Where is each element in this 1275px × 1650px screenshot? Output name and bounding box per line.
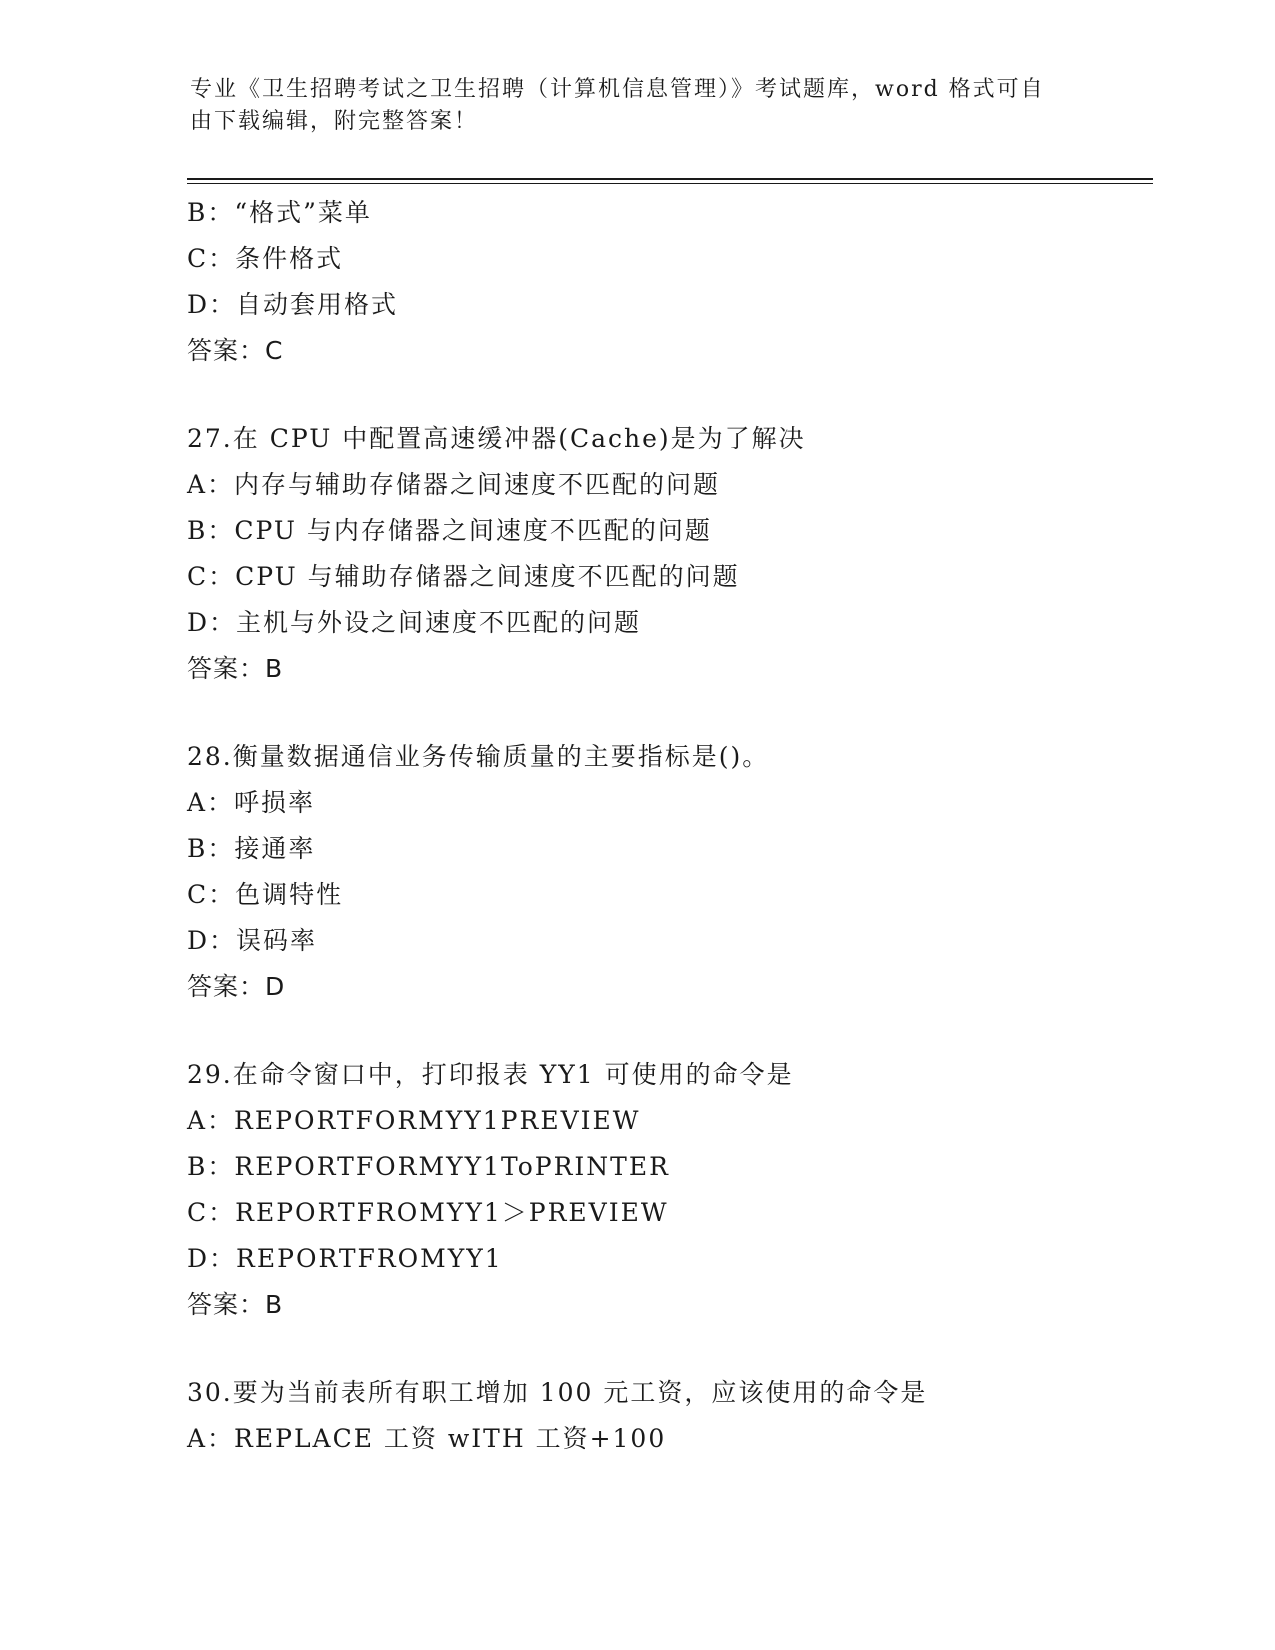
option-c: C：REPORTFROMYY1＞PREVIEW xyxy=(187,1198,669,1227)
question-list xyxy=(187,190,1147,1462)
question-stem: 28.衡量数据通信业务传输质量的主要指标是()。 xyxy=(187,742,770,771)
option-b: B：接通率 xyxy=(187,834,316,863)
question-27 xyxy=(187,416,1147,692)
answer-line: 答案：D xyxy=(187,972,286,1001)
option-a: A：REPORTFORMYY1PREVIEW xyxy=(187,1106,641,1135)
header-line-1: 专业《卫生招聘考试之卫生招聘（计算机信息管理）》考试题库，word 格式可自 xyxy=(190,77,1045,102)
answer-line: 答案：B xyxy=(187,1290,284,1319)
spacer xyxy=(187,1328,1147,1370)
option-a: A：内存与辅助存储器之间速度不匹配的问题 xyxy=(187,470,721,499)
answer-line: 答案：C xyxy=(187,336,284,365)
question-stem: 27.在 CPU 中配置高速缓冲器(Cache)是为了解决 xyxy=(187,424,806,453)
question-stem: 29.在命令窗口中，打印报表 YY1 可使用的命令是 xyxy=(187,1060,794,1089)
option-d: D：误码率 xyxy=(187,926,318,955)
option-c: C：CPU 与辅助存储器之间速度不匹配的问题 xyxy=(187,562,740,591)
question-28 xyxy=(187,734,1147,1010)
spacer xyxy=(187,692,1147,734)
spacer xyxy=(187,1010,1147,1052)
option-d: D：主机与外设之间速度不匹配的问题 xyxy=(187,608,642,637)
option-c: C：条件格式 xyxy=(187,244,344,273)
option-c: C：色调特性 xyxy=(187,880,344,909)
document-header xyxy=(190,74,1090,138)
question-30 xyxy=(187,1370,1147,1462)
option-a: A：呼损率 xyxy=(187,788,316,817)
option-d: D：自动套用格式 xyxy=(187,290,399,319)
answer-line: 答案：B xyxy=(187,654,284,683)
header-divider-thin xyxy=(187,183,1153,184)
option-b: B：CPU 与内存储器之间速度不匹配的问题 xyxy=(187,516,712,545)
header-divider-thick xyxy=(187,178,1153,180)
option-a: A：REPLACE 工资 wITH 工资+100 xyxy=(187,1424,667,1453)
spacer xyxy=(187,374,1147,416)
option-b: B：“格式”菜单 xyxy=(187,198,372,227)
question-stem: 30.要为当前表所有职工增加 100 元工资，应该使用的命令是 xyxy=(187,1378,928,1407)
header-line-2: 由下载编辑，附完整答案！ xyxy=(190,109,479,134)
question-26-continued xyxy=(187,190,1147,374)
option-b: B：REPORTFORMYY1ToPRINTER xyxy=(187,1152,670,1181)
question-29 xyxy=(187,1052,1147,1328)
option-d: D：REPORTFROMYY1 xyxy=(187,1244,503,1273)
